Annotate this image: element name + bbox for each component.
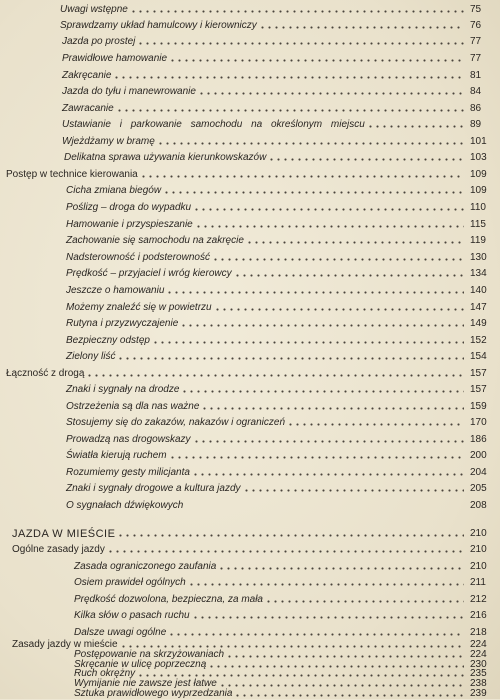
toc-entry-title: Sztuka prawidłowego wyprzedzania: [74, 688, 233, 699]
toc-entry-page: 157: [470, 368, 487, 379]
toc-entry[interactable]: [0, 380, 500, 396]
dot-leader: [188, 583, 464, 586]
toc-entry-title: Rozumiemy gesty milicjanta: [66, 467, 190, 478]
toc-entry-page: 205: [470, 483, 487, 494]
dot-leader: [193, 208, 464, 211]
toc-entry[interactable]: [0, 215, 500, 231]
toc-entry[interactable]: [0, 413, 500, 429]
toc-entry-page: 89: [470, 119, 482, 130]
toc-entry-page: 204: [470, 467, 487, 478]
dot-leader: [367, 125, 464, 128]
dot-leader: [219, 684, 464, 687]
dot-leader: [168, 633, 464, 636]
toc-entry[interactable]: [0, 446, 500, 462]
toc-entry[interactable]: [0, 0, 500, 16]
toc-entry-title: Zakręcanie: [62, 70, 112, 81]
toc-entry[interactable]: [0, 479, 500, 495]
dot-leader: [130, 10, 464, 13]
toc-entry-title: Wjeżdżamy w bramę: [62, 136, 155, 147]
toc-entry-title: Zachowanie się samochodu na zakręcie: [66, 235, 244, 246]
dot-leader: [192, 473, 464, 476]
dot-leader: [214, 308, 464, 311]
toc-entry-page: 211: [470, 577, 486, 588]
toc-entry-title: Prędkość dozwolona, bezpieczna, za mała: [74, 594, 263, 605]
toc-entry[interactable]: [0, 32, 500, 48]
toc-entry[interactable]: [0, 430, 500, 446]
dot-leader: [193, 440, 464, 443]
toc-entry-page: 239: [470, 688, 487, 699]
toc-entry-page: 210: [470, 528, 487, 539]
toc-entry-page: 208: [470, 500, 487, 511]
toc-entry-title: Poślizg – droga do wypadku: [66, 202, 192, 213]
toc-entry-title: Ostrzeżenia są dla nas ważne: [66, 401, 200, 412]
toc-entry-title: Stosujemy się do zakazów, nakazów i ograniczeń: [66, 417, 286, 428]
toc-entry[interactable]: [0, 331, 500, 347]
toc-entry-title: Prawidłowe hamowanie: [62, 53, 168, 64]
toc-entry[interactable]: [0, 148, 500, 164]
toc-entry[interactable]: [0, 281, 500, 297]
toc-entry-title: Wymijanie nie zawsze jest łatwe: [74, 678, 217, 689]
dot-leader: [268, 158, 464, 161]
dot-leader: [259, 26, 464, 29]
toc-entry[interactable]: [0, 82, 500, 98]
toc-entry-page: 210: [470, 561, 487, 572]
toc-entry-title: Skręcanie w ulicę poprzeczną: [74, 659, 207, 670]
toc-section-title: Postęp w technice kierowania: [6, 169, 138, 180]
toc-entry-title: Możemy znaleźć się w powietrzu: [66, 302, 212, 313]
toc-entry-title: Sprawdzamy układ hamulcowy i kierowniczy: [60, 20, 257, 31]
toc-entry-title: Znaki i sygnały na drodze: [66, 384, 180, 395]
toc-entry[interactable]: [0, 688, 500, 700]
toc-entry-page: 154: [470, 351, 487, 362]
toc-chapter[interactable]: [0, 524, 500, 540]
toc-section-title: Łączność z drogą: [6, 368, 85, 379]
toc-entry-page: 238: [470, 678, 487, 689]
toc-entry[interactable]: [0, 66, 500, 82]
toc-entry[interactable]: [0, 347, 500, 363]
toc-entry-title: Postępowanie na skrzyżowaniach: [74, 649, 225, 660]
dot-leader: [180, 324, 464, 327]
dot-leader: [157, 142, 464, 145]
toc-entry-page: 119: [470, 235, 486, 246]
dot-leader: [86, 374, 464, 377]
toc-entry-page: 115: [470, 219, 486, 230]
toc-entry-page: 152: [470, 335, 487, 346]
toc-entry-title: Światła kierują ruchem: [66, 450, 167, 461]
dot-leader: [246, 241, 464, 244]
toc-entry-title: Cicha zmiana biegów: [66, 185, 162, 196]
toc-entry-title: Dalsze uwagi ogólne: [74, 627, 167, 638]
toc-entry[interactable]: [0, 314, 500, 330]
dot-leader: [265, 600, 464, 603]
dot-leader: [234, 694, 464, 697]
toc-entry-title: Zawracanie: [62, 103, 114, 114]
toc-entry[interactable]: [0, 16, 500, 32]
toc-entry[interactable]: [0, 496, 500, 512]
toc-entry-title: Uwagi wstępne: [60, 4, 128, 15]
toc-entry-page: 101: [470, 136, 487, 147]
toc-entry[interactable]: [0, 463, 500, 479]
toc-entry-page: 110: [470, 202, 486, 213]
toc-entry-title: Zielony liść: [66, 351, 116, 362]
dot-leader: [116, 109, 464, 112]
toc-entry-title: Delikatna sprawa używania kierunkowskazów: [64, 152, 267, 163]
toc-entry[interactable]: [0, 573, 500, 589]
dot-leader: [140, 175, 464, 178]
toc-entry-title: Ruch okrężny: [74, 668, 136, 679]
toc-entry-page: 134: [470, 268, 487, 279]
toc-entry[interactable]: [0, 248, 500, 264]
dot-leader: [201, 407, 464, 410]
toc-entry-page: 170: [470, 417, 487, 428]
dot-leader: [198, 92, 464, 95]
toc-entry[interactable]: [0, 231, 500, 247]
toc-entry-title: Osiem prawideł ogólnych: [74, 577, 186, 588]
toc-entry-page: 130: [470, 252, 487, 263]
toc-entry-title: Jeszcze o hamowaniu: [66, 285, 165, 296]
toc-entry-title: Bezpieczny odstęp: [66, 335, 150, 346]
toc-entry-page: 147: [470, 302, 487, 313]
dot-leader: [117, 534, 464, 537]
dot-leader: [117, 357, 464, 360]
toc-entry[interactable]: [0, 606, 500, 622]
toc-entry-title: O sygnałach dźwiękowych: [66, 500, 184, 511]
toc-section[interactable]: [0, 165, 500, 181]
dot-leader: [166, 291, 464, 294]
toc-entry-page: 200: [470, 450, 487, 461]
toc-entry-page: 157: [470, 384, 487, 395]
toc-entry-page: 77: [470, 53, 482, 64]
toc-entry-page: 75: [470, 4, 482, 15]
toc-section[interactable]: [0, 540, 500, 556]
toc-entry[interactable]: [0, 298, 500, 314]
toc-entry-title: Ustawianie i parkowanie samochodu na określonym miejscu: [62, 119, 365, 130]
toc-entry-page: 77: [470, 36, 482, 47]
dot-leader: [152, 341, 464, 344]
toc-entry-title: Prędkość – przyjaciel i wróg kierowcy: [66, 268, 232, 279]
toc-entry-title: Prowadzą nas drogowskazy: [66, 434, 191, 445]
toc-entry-page: 235: [470, 668, 487, 679]
toc-section-title: Ogólne zasady jazdy: [12, 544, 105, 555]
toc-entry[interactable]: [0, 590, 500, 606]
toc-entry-page: 159: [470, 401, 487, 412]
toc-entry-title: Kilka słów o pasach ruchu: [74, 610, 190, 621]
dot-leader: [169, 456, 464, 459]
dot-leader: [113, 76, 464, 79]
toc-entry-page: 186: [470, 434, 487, 445]
dot-leader: [137, 42, 464, 45]
toc-entry[interactable]: [0, 99, 500, 115]
toc-entry-page: 210: [470, 544, 487, 555]
toc-chapter-title: JAZDA W MIEŚCIE: [12, 528, 116, 540]
toc-entry[interactable]: [0, 198, 500, 214]
toc-entry-page: 103: [470, 152, 487, 163]
toc-entry[interactable]: [0, 115, 500, 131]
toc-entry[interactable]: [0, 49, 500, 65]
dot-leader: [169, 59, 464, 62]
dot-leader: [212, 258, 464, 261]
toc-entry-page: 224: [470, 649, 487, 660]
toc-section[interactable]: [0, 364, 500, 380]
toc-entry[interactable]: [0, 397, 500, 413]
toc-entry-title: Hamowanie i przyspieszanie: [66, 219, 193, 230]
toc-entry-page: 212: [470, 594, 487, 605]
toc-entry-page: 81: [470, 70, 482, 81]
toc-entry-page: 84: [470, 86, 482, 97]
toc-entry-page: 109: [470, 185, 487, 196]
dot-leader: [226, 655, 464, 658]
toc-entry-page: 224: [470, 639, 487, 650]
toc-entry-page: 86: [470, 103, 482, 114]
dot-leader: [120, 645, 464, 648]
toc-entry-title: Nadsterowność i podsterowność: [66, 252, 210, 263]
dot-leader: [243, 489, 464, 492]
toc-entry-page: 218: [470, 627, 487, 638]
dot-leader: [107, 550, 464, 553]
toc-entry[interactable]: [0, 132, 500, 148]
toc-entry-page: 140: [470, 285, 487, 296]
toc-entry-title: Zasada ograniczonego zaufania: [74, 561, 217, 572]
toc-entry-title: Znaki i sygnały drogowe a kultura jazdy: [66, 483, 241, 494]
toc-entry-page: 216: [470, 610, 487, 621]
toc-entry-page: 230: [470, 659, 487, 670]
toc-entry[interactable]: [0, 623, 500, 639]
dot-leader: [192, 616, 464, 619]
dot-leader: [287, 423, 464, 426]
toc-section-title: Zasady jazdy w mieście: [12, 639, 118, 650]
dot-leader: [181, 390, 464, 393]
dot-leader: [163, 191, 464, 194]
dot-leader: [218, 567, 464, 570]
dot-leader: [137, 674, 464, 677]
toc-entry-title: Rutyna i przyzwyczajenie: [66, 318, 179, 329]
dot-leader: [195, 225, 464, 228]
toc-entry-title: Jazda do tyłu i manewrowanie: [62, 86, 196, 97]
toc-entry-page: 109: [470, 169, 487, 180]
toc-entry[interactable]: [0, 181, 500, 197]
toc-entry[interactable]: [0, 557, 500, 573]
toc-entry[interactable]: [0, 264, 500, 280]
toc-entry-page: 149: [470, 318, 487, 329]
toc-entry-page: 76: [470, 20, 482, 31]
dot-leader: [234, 274, 464, 277]
toc-entry-title: Jazda po prostej: [62, 36, 136, 47]
